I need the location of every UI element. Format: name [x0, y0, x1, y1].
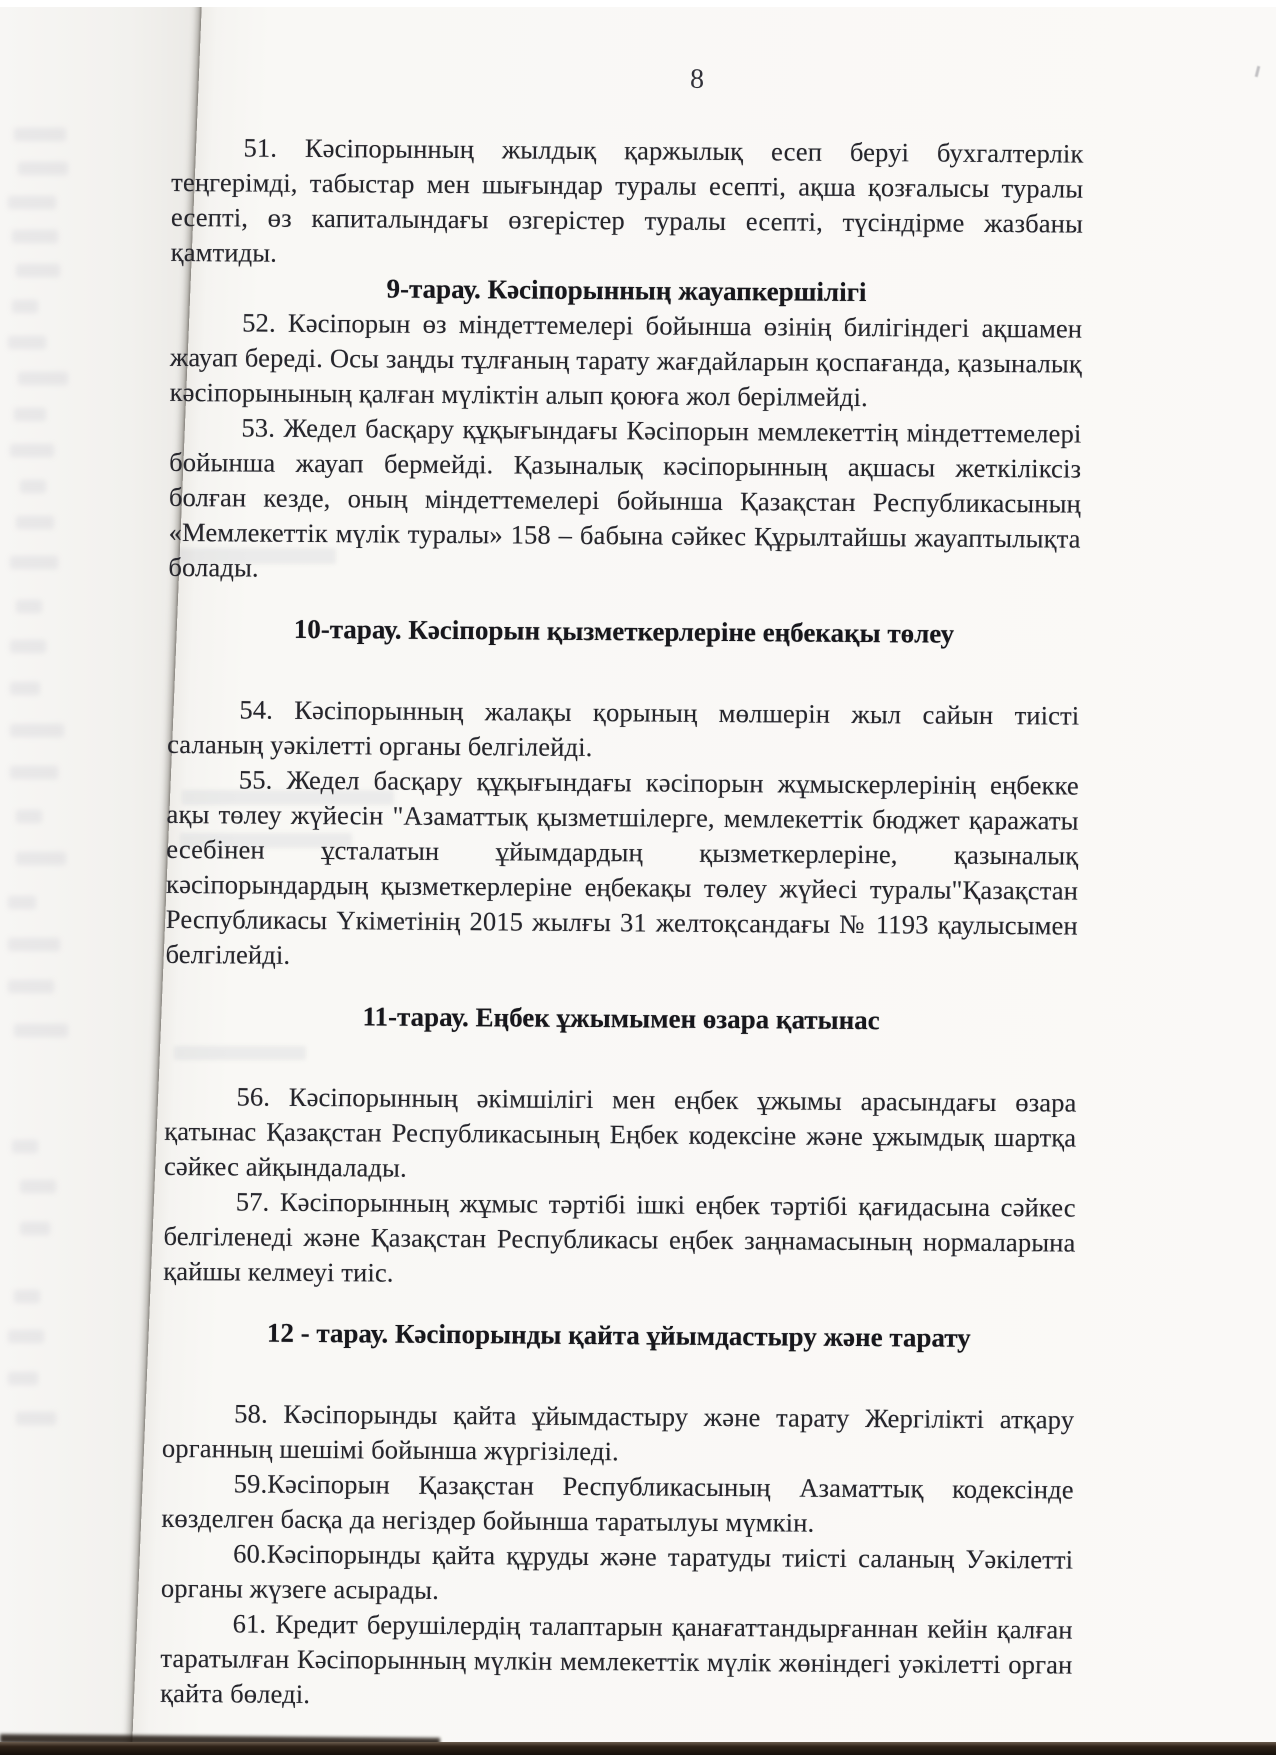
document-paragraph: 58. Кәсіпорынды қайта ұйымдастыру және тарату Жергілікті атқару органның шешімі бойынша жүргізіледі.	[161, 1398, 1075, 1467]
document-paragraph: 52. Кәсіпорын өз міндеттемелері бойынша өзінің билігіндегі ақшамен жауап береді. Осы заңды тұлғаның тарату жағдайларын қоспағанда, қазыналық кәсіпорынының қалған мүліктін алып қоюға жол берілмейді.	[169, 307, 1083, 413]
document-paragraph: 61. Кредит берушілердің талаптарын қанағаттандырғаннан кейін қалған таратылған Кәсіпорынның мүлкін мемлекеттік мүлік жөніндегі уәкілетті орган қайта бөледі.	[160, 1608, 1073, 1709]
document-paragraph: 60.Кәсіпорынды қайта құруды және таратуды тиісті саланың Уәкілетті органы жүзеге асырады.	[160, 1538, 1074, 1605]
document-paragraph: 51. Кәсіпорынның жылдық қаржылық есеп беруі бухгалтерлік теңгерімді, табыстар мен шығындар туралы есепті, ақша қозғалысы туралы есепті, өз капиталындағы өзгерістер туралы есепті, түсіндірме жазбаны қамтиды.	[170, 132, 1084, 268]
document-paragraph: 56. Кәсіпорынның әкімшілігі мен еңбек ұжымы арасындағы өзара қатынас Қазақстан Республикасының Еңбек кодексіне және ұжымдық шартқа сәйкес айқындалады.	[163, 1081, 1077, 1183]
page-number: 8	[689, 63, 705, 95]
chapter-heading: 12 - тарау. Кәсіпорынды қайта ұйымдастыру және тарату	[266, 1317, 971, 1353]
document-paragraph: 59.Кәсіпорын Қазақстан Республикасының Азаматтық кодексінде көзделген басқа да негіздер бойынша таратылуы мүмкін.	[161, 1468, 1074, 1538]
scan-bottom-edge	[0, 1742, 1276, 1755]
chapter-heading: 11-тарау. Еңбек ұжымымен өзара қатынас	[362, 1001, 880, 1036]
chapter-heading: 9-тарау. Кәсіпорынның жауапкершілігі	[386, 273, 867, 308]
document-paragraph: 57. Кәсіпорынның жұмыс тәртібі ішкі еңбек тәртібі қағидасына сәйкес белгіленеді және Қазақстан Республикасы еңбек заңнамасының нормаларына қайшы келмеуі тиіс.	[163, 1186, 1076, 1288]
document-paragraph: 55. Жедел басқару құқығындағы кәсіпорын жұмыскерлерінің еңбекке ақы төлеу жүйесін "Азаматтық қызметшілерге, мемлекеттік бюджет қаражаты есебінен ұсталатын ұйымдардың қызметкерлеріне, қазыналық кәсіпорындардың қызметкерлеріне еңбекақы төлеу жүйесі туралы"Қазақстан Республикасы Үкіметінің 2015 жылғы 31 желтоқсандағы № 1193 қаулысымен белгілейді.	[165, 764, 1079, 970]
document-body	[160, 130, 1084, 1718]
chapter-heading: 10-тарау. Кәсіпорын қызметкерлеріне еңбекақы төлеу	[293, 613, 955, 649]
document-paragraph: 54. Кәсіпорынның жалақы қорының мөлшерін жыл сайын тиісті саланың уәкілетті органы белгілейді.	[167, 694, 1080, 763]
scan-top-edge	[0, 0, 1276, 7]
text-column	[160, 60, 1084, 1718]
document-paragraph: 53. Жедел басқару құқығындағы Кәсіпорын мемлекеттің міндеттемелері бойынша жауап бермейді. Қазыналық кәсіпорынның ақшасы жеткіліксіз болған кезде, оның міндеттемелері бойынша Қазақстан Республикасының «Мемлекеттік мүлік туралы» 158 – бабына сәйкес Құрылтайшы жауаптылықта болады.	[168, 412, 1082, 583]
